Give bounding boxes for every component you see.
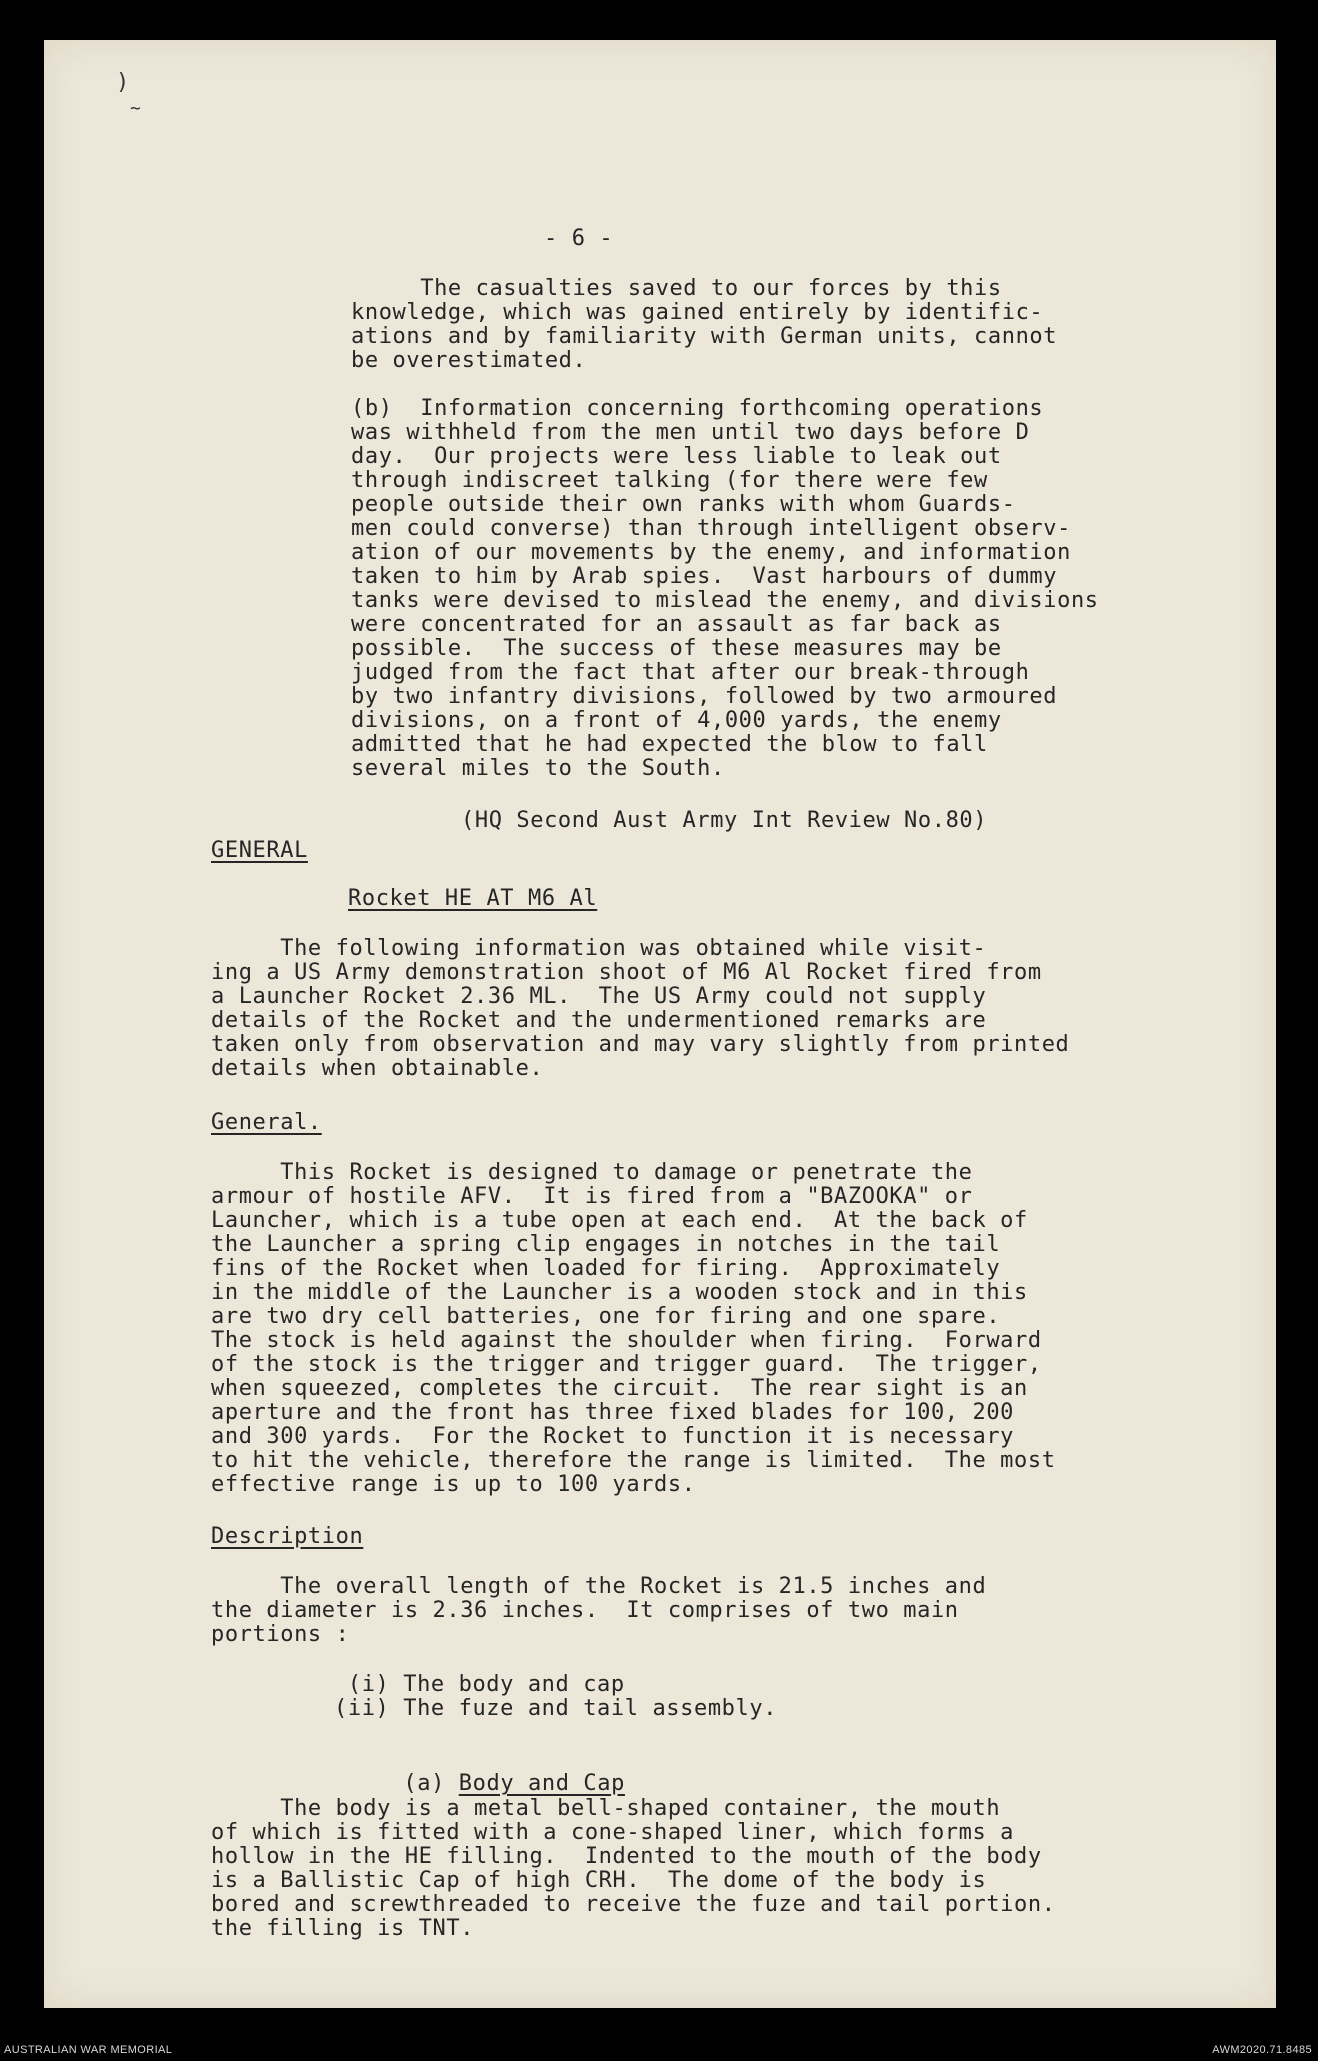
heading-body-cap-prefix: (a) — [403, 1771, 459, 1796]
text-line: Launcher, which is a tube open at each end. At the back of — [211, 1208, 1028, 1233]
document-page — [44, 40, 1276, 2008]
heading-general-2: General. — [211, 1110, 322, 1135]
text-line: men could converse) than through intelligent observ- — [351, 516, 1071, 541]
text-line: This Rocket is designed to damage or penetrate the — [211, 1160, 973, 1185]
text-line: The stock is held against the shoulder when firing. Forward — [211, 1328, 1042, 1353]
text-line: the diameter is 2.36 inches. It comprises of two main — [211, 1598, 959, 1623]
text-line: armour of hostile AFV. It is fired from a "BAZOOKA" or — [211, 1184, 973, 1209]
list-item: (i) The body and cap — [334, 1672, 625, 1697]
text-line: to hit the vehicle, therefore the range is limited. The most — [211, 1448, 1056, 1473]
text-line: is a Ballistic Cap of high CRH. The dome of the body is — [211, 1868, 987, 1893]
text-line: The casualties saved to our forces by this — [351, 276, 1002, 301]
source-note: (HQ Second Aust Army Int Review No.80) — [461, 808, 988, 833]
text-line: aperture and the front has three fixed blades for 100, 200 — [211, 1400, 1015, 1425]
text-line: fins of the Rocket when loaded for firing. Approximately — [211, 1256, 1001, 1281]
text-line: possible. The success of these measures may be — [351, 636, 1002, 661]
text-line: details of the Rocket and the undermentioned remarks are — [211, 1008, 987, 1033]
heading-rocket: Rocket HE AT M6 Al — [348, 886, 598, 911]
text-line: The overall length of the Rocket is 21.5 inches and — [211, 1574, 987, 1599]
text-line: the Launcher a spring clip engages in notches in the tail — [211, 1232, 1001, 1257]
text-line: knowledge, which was gained entirely by identific- — [351, 300, 1044, 325]
text-line: The body is a metal bell-shaped container, the mouth — [211, 1796, 1001, 1821]
footer-credit: AUSTRALIAN WAR MEMORIAL — [4, 2044, 173, 2056]
footer-accession-number: AWM2020.71.8485 — [1212, 2044, 1312, 2056]
heading-description: Description — [211, 1524, 364, 1549]
text-line: taken only from observation and may vary slightly from printed — [211, 1032, 1070, 1057]
text-line: was withheld from the men until two days before D — [351, 420, 1030, 445]
list-item: (ii) The fuze and tail assembly. — [334, 1696, 778, 1721]
text-line: and 300 yards. For the Rocket to function it is necessary — [211, 1424, 1015, 1449]
text-line: The following information was obtained while visit- — [211, 936, 987, 961]
text-line: divisions, on a front of 4,000 yards, the enemy — [351, 708, 1002, 733]
text-line: hollow in the HE filling. Indented to the mouth of the body — [211, 1844, 1042, 1869]
text-line: of the stock is the trigger and trigger guard. The trigger, — [211, 1352, 1042, 1377]
text-line: are two dry cell batteries, one for firing and one spare. — [211, 1304, 1001, 1329]
text-line: were concentrated for an assault as far back as — [351, 612, 1002, 637]
text-line: details when obtainable. — [211, 1056, 544, 1081]
ink-mark-1: ) — [116, 70, 130, 95]
text-line: when squeezed, completes the circuit. The rear sight is an — [211, 1376, 1028, 1401]
text-line: portions : — [211, 1622, 350, 1647]
text-line: day. Our projects were less liable to leak out — [351, 444, 1002, 469]
text-line: be overestimated. — [351, 348, 587, 373]
text-line: ation of our movements by the enemy, and information — [351, 540, 1071, 565]
text-line: taken to him by Arab spies. Vast harbours of dummy — [351, 564, 1058, 589]
text-line: the filling is TNT. — [211, 1916, 475, 1941]
text-line: tanks were devised to mislead the enemy, and divisions — [351, 588, 1099, 613]
text-line: effective range is up to 100 yards. — [211, 1472, 696, 1497]
text-line: admitted that he had expected the blow to fall — [351, 732, 988, 757]
text-line: (b) Information concerning forthcoming operations — [351, 396, 1044, 421]
text-line: by two infantry divisions, followed by two armoured — [351, 684, 1058, 709]
text-line: judged from the fact that after our break-through — [351, 660, 1030, 685]
page-number: - 6 - — [544, 226, 614, 251]
heading-body-cap: Body and Cap — [458, 1771, 625, 1796]
ink-mark-2: ~ — [130, 98, 141, 119]
text-line: through indiscreet talking (for there were few — [351, 468, 988, 493]
text-line: a Launcher Rocket 2.36 ML. The US Army could not supply — [211, 984, 987, 1009]
heading-general: GENERAL — [211, 838, 308, 863]
text-line: people outside their own ranks with whom Guards- — [351, 492, 1016, 517]
text-line: ing a US Army demonstration shoot of M6 Al Rocket fired from — [211, 960, 1042, 985]
text-line: ations and by familiarity with German units, cannot — [351, 324, 1058, 349]
text-line: in the middle of the Launcher is a wooden stock and in this — [211, 1280, 1028, 1305]
text-line: several miles to the South. — [351, 756, 725, 781]
text-line: bored and screwthreaded to receive the fuze and tail portion. — [211, 1892, 1056, 1917]
text-line: of which is fitted with a cone-shaped liner, which forms a — [211, 1820, 1015, 1845]
